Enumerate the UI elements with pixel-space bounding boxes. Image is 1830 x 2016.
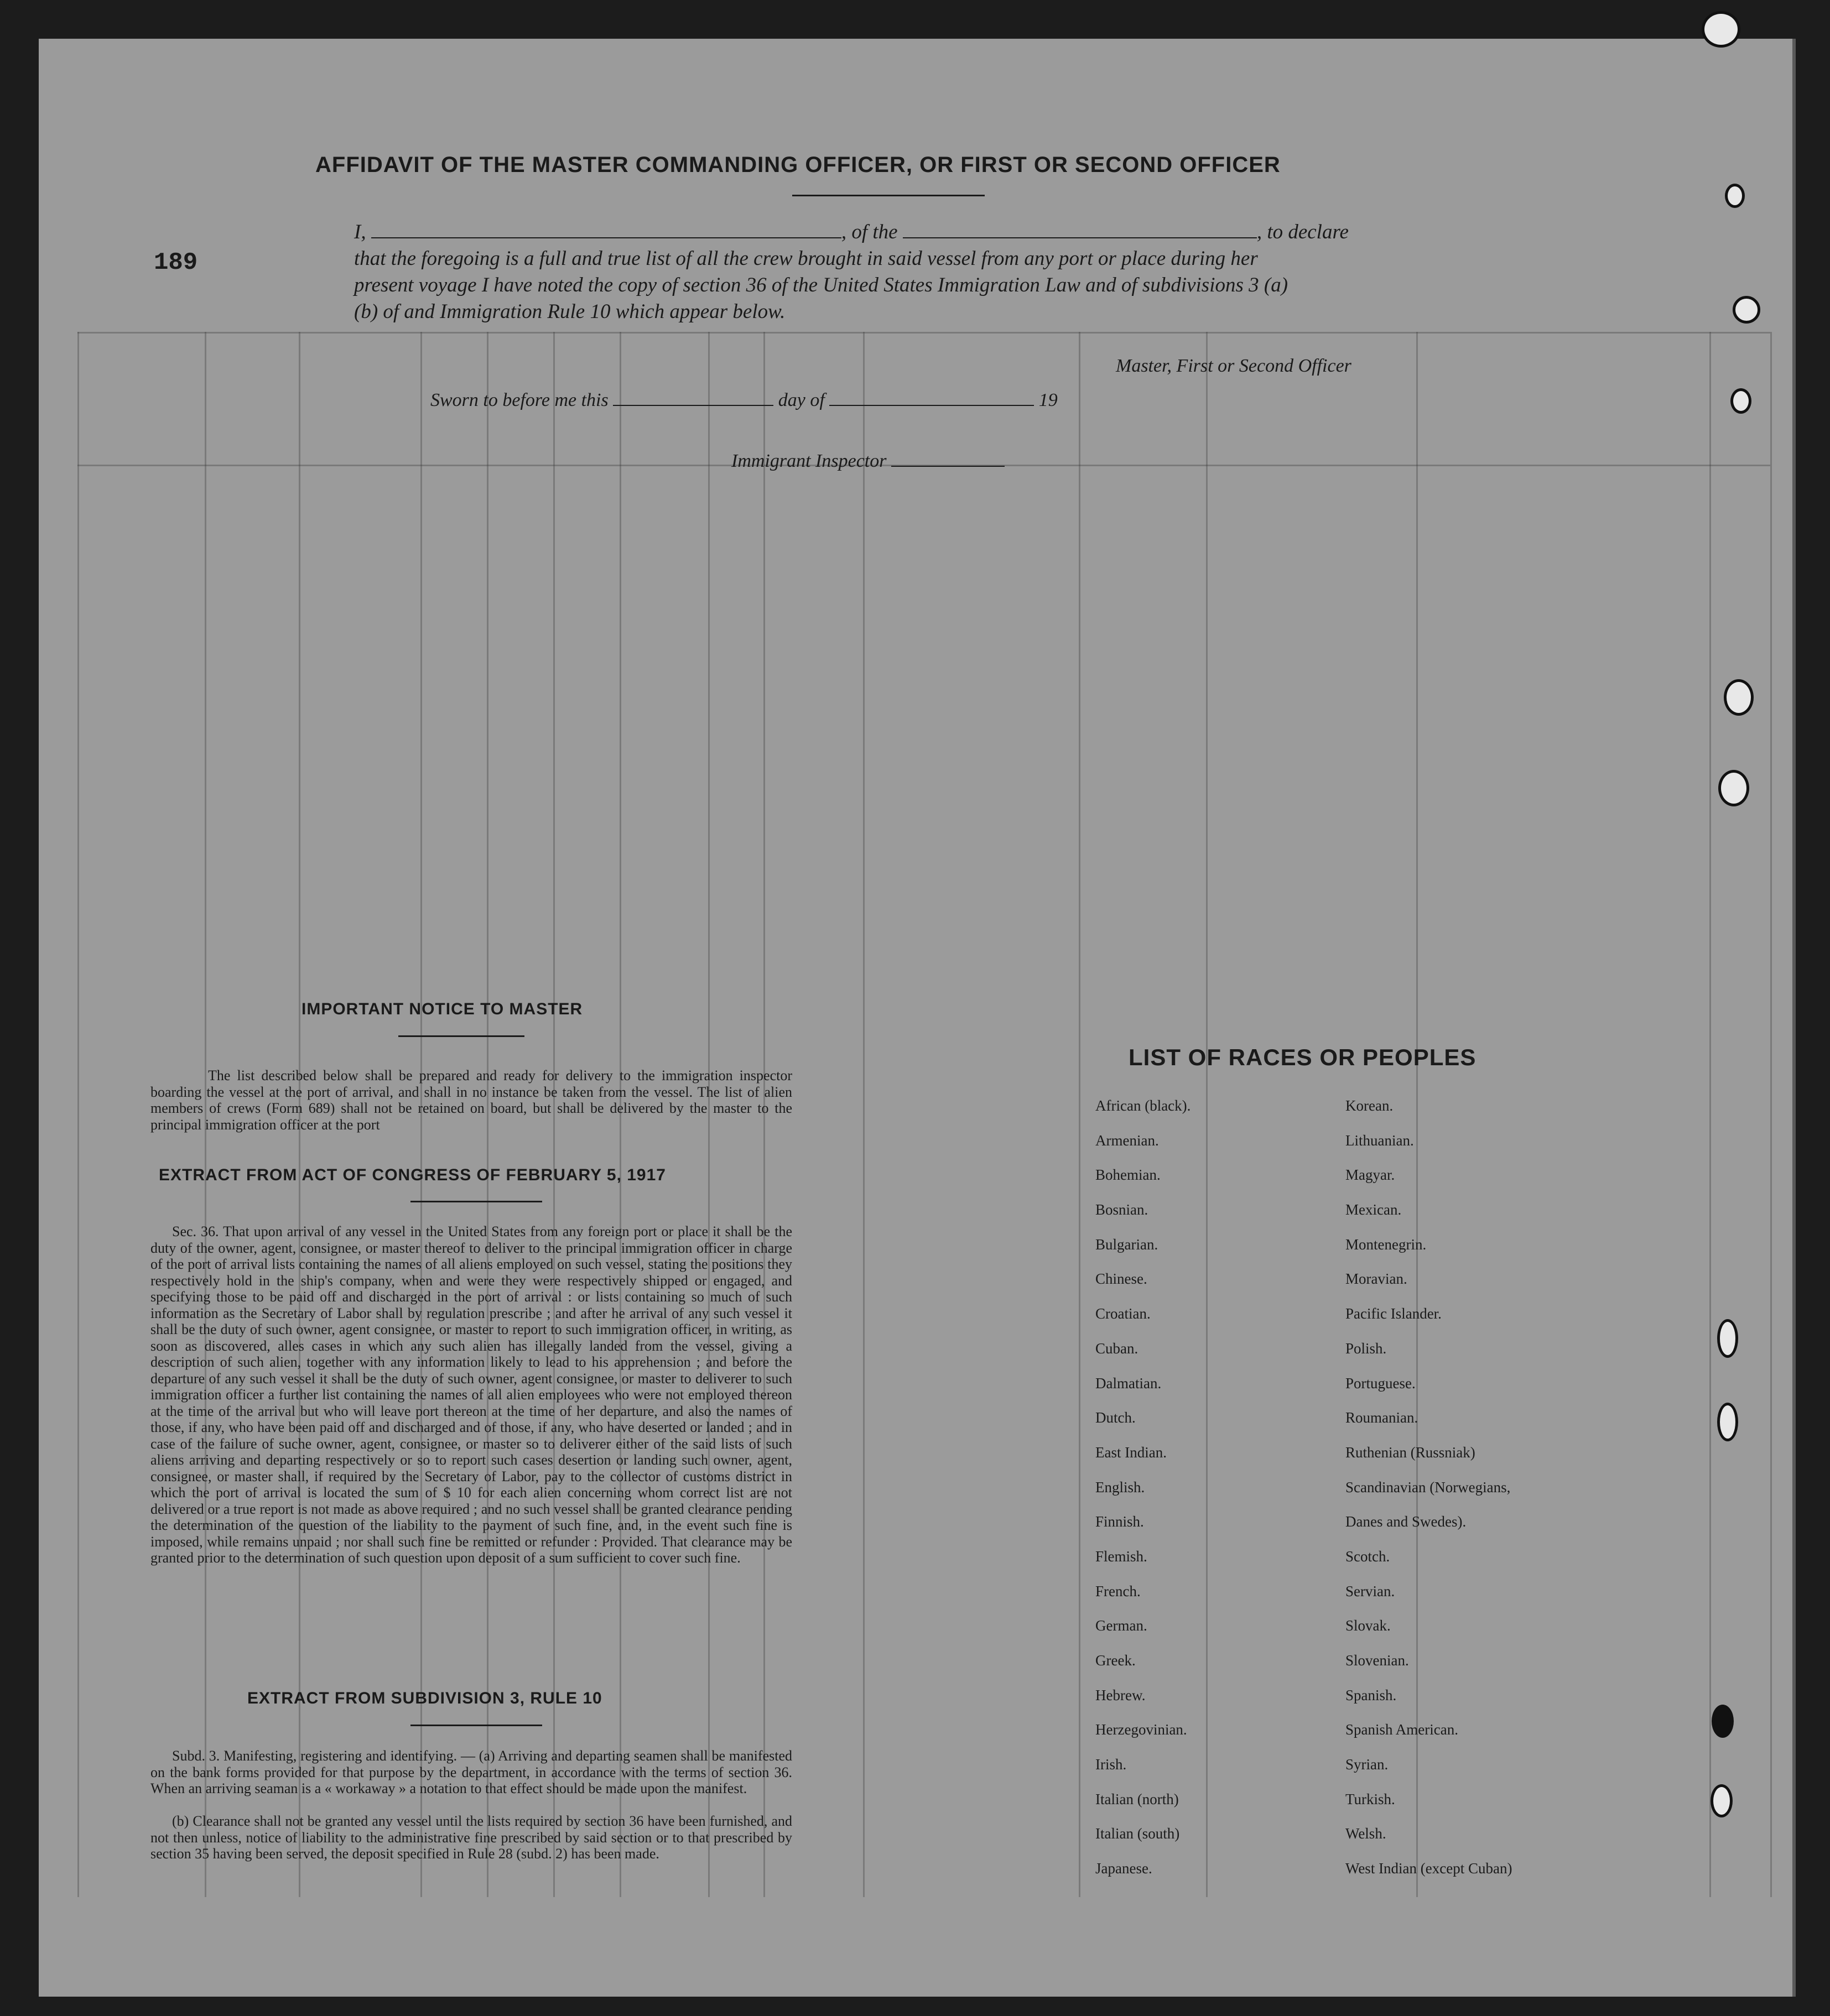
race-item-right-22: West Indian (except Cuban) xyxy=(1345,1860,1512,1877)
race-item-left-11: English. xyxy=(1095,1478,1145,1496)
race-item-right-19: Syrian. xyxy=(1345,1756,1389,1773)
race-item-right-11: Scandinavian (Norwegians, xyxy=(1345,1478,1511,1496)
race-item-left-4: Bulgarian. xyxy=(1095,1236,1158,1253)
affidavit-i: I, xyxy=(354,221,366,243)
affidavit-of-the: , of the xyxy=(841,221,898,243)
affidavit-to-declare: , to declare xyxy=(1256,221,1349,243)
sworn-date-field[interactable] xyxy=(613,388,773,406)
affidavit-title-rule xyxy=(792,195,985,196)
race-item-right-4: Montenegrin. xyxy=(1345,1236,1427,1253)
rule-extract-heading: EXTRACT FROM SUBDIVISION 3, RULE 10 xyxy=(247,1689,602,1707)
race-item-left-19: Irish. xyxy=(1095,1756,1127,1773)
race-item-left-7: Cuban. xyxy=(1095,1340,1138,1357)
race-item-left-5: Chinese. xyxy=(1095,1270,1147,1288)
race-item-left-6: Croatian. xyxy=(1095,1305,1151,1322)
act-extract-heading: EXTRACT FROM ACT OF CONGRESS OF FEBRUARY 5, 1917 xyxy=(159,1166,666,1184)
race-item-right-0: Korean. xyxy=(1345,1097,1394,1114)
race-item-left-0: African (black). xyxy=(1095,1097,1191,1114)
race-item-right-6: Pacific Islander. xyxy=(1345,1305,1442,1322)
race-item-right-13: Scotch. xyxy=(1345,1548,1390,1565)
race-item-right-8: Portuguese. xyxy=(1345,1374,1416,1392)
race-item-left-1: Armenian. xyxy=(1095,1132,1159,1149)
race-item-right-1: Lithuanian. xyxy=(1345,1132,1414,1149)
race-item-left-22: Japanese. xyxy=(1095,1860,1152,1877)
races-heading: LIST OF RACES OR PEOPLES xyxy=(1129,1044,1477,1070)
notice-heading: IMPORTANT NOTICE TO MASTER xyxy=(301,1000,583,1018)
master-name-field[interactable] xyxy=(371,221,841,238)
vessel-name-field[interactable] xyxy=(903,221,1257,238)
sworn-day-of: day of xyxy=(778,390,825,410)
master-signature-label: Master, First or Second Officer xyxy=(1116,356,1351,376)
race-item-left-14: French. xyxy=(1095,1582,1141,1600)
races-right-column xyxy=(1345,1097,1666,1895)
race-item-right-10: Ruthenian (Russniak) xyxy=(1345,1444,1475,1461)
race-item-left-9: Dutch. xyxy=(1095,1409,1136,1426)
rule-extract-text-b: (b) Clearance shall not be granted any vessel until the lists required by section 36 have been furnished, and not then unless, notice of liability to the administrative fine prescribed by said section or to that prescribed by section 35 having been served, the deposit specified in Rule 28 (subd. 2) has been made. xyxy=(150,1813,792,1862)
race-item-right-15: Slovak. xyxy=(1345,1617,1391,1634)
notice-text: The list described below shall be prepared and ready for delivery to the immigration inspector boarding the vessel at the port of arrival, and shall in no instance be taken from the vessel. The list of alien members of crews (Form 689) shall not be retained on board, but shall be delivered by the master to the principal immigration officer at the port xyxy=(150,1067,792,1133)
sworn-line xyxy=(430,388,1058,411)
inspector-label: Immigrant Inspector xyxy=(731,451,887,471)
race-item-left-12: Finnish. xyxy=(1095,1513,1144,1530)
race-item-right-20: Turkish. xyxy=(1345,1790,1395,1807)
affidavit-line-3: present voyage I have noted the copy of section 36 of the United States Immigration Law and of subdivisions 3 (a) xyxy=(354,274,1288,296)
sworn-month-field[interactable] xyxy=(829,388,1034,406)
race-item-left-15: German. xyxy=(1095,1617,1147,1634)
race-item-left-13: Flemish. xyxy=(1095,1548,1147,1565)
race-item-left-20: Italian (north) xyxy=(1095,1790,1179,1807)
race-item-right-3: Mexican. xyxy=(1345,1201,1402,1218)
act-extract-heading-rule xyxy=(410,1201,542,1202)
race-item-left-10: East Indian. xyxy=(1095,1444,1167,1461)
race-item-right-16: Slovenian. xyxy=(1345,1652,1409,1669)
race-item-right-17: Spanish. xyxy=(1345,1686,1397,1704)
notice-heading-rule xyxy=(398,1035,524,1037)
sworn-prefix: Sworn to before me this xyxy=(430,390,609,410)
affidavit-title: AFFIDAVIT OF THE MASTER COMMANDING OFFICER, OR FIRST OR SECOND OFFICER xyxy=(315,153,1281,177)
sworn-year: 19 xyxy=(1038,390,1058,410)
act-extract-text: Sec. 36. That upon arrival of any vessel in the United States from any foreign port or place it shall be the duty of the owner, agent, consignee, or master thereof to deliver to the principal immigration officer in charge of the port of arrival lists containing the names of all aliens employed on such vessel, stating the positions they respectively hold in the ship's company, when and were they were respectively shipped or engaged, and specifying those to be paid off and discharged in the port of arrival : or lists containing so much of such information as the Secretary of Labor shall by regulation prescribe ; and after he arrival of any such vessel it shall be the duty of such owner, agent consignee, or master to report to such immigration officer, in writing, as soon as discovered, alles cases in which any such alien has illegally landed from the vessel, giving a description of such alien, together with any information likely to lead to his apprehension ; and before the departure of any such vessel it shall be the duty of such owner, agent consignee, or master to deliverer to such immigration officer a further list containing the names of all alien employees who were not employed thereon at the time of the arrival but who will leave port thereon at the time of her departure, and also the names of those, if any, who have been paid off and discharged and of those, if any, who have deserted or landed ; and in case of the failure of suche owner, agent, consignee, or master so to deliverer either of the said lists of such aliens arriving and departing respectively or so to report such cases desertion or landing such owner, agent, consignee, or master shall, if required by the Secretary of Labor, pay to the collector of customs district in which the port of arrival is located the sum of $ 10 for each alien concerning whom correct list are not delivered or a true report is not made as above required ; and no such vessel shall be granted clearance pending the determination of the question of the liability to the payment of such fine, and, in the event such fine is imposed, while remains unpaid ; nor shall such fine be remitted or refunder : Provided. That clearance may be granted prior to the determination of such question upon deposit of a sum sufficient to cover such fine. xyxy=(150,1223,792,1566)
race-item-right-7: Polish. xyxy=(1345,1340,1387,1357)
race-item-left-8: Dalmatian. xyxy=(1095,1374,1162,1392)
race-item-left-3: Bosnian. xyxy=(1095,1201,1148,1218)
race-item-right-14: Servian. xyxy=(1345,1582,1395,1600)
race-item-right-5: Moravian. xyxy=(1345,1270,1407,1288)
page-number-stamp: 189 xyxy=(154,249,198,277)
affidavit-line-1 xyxy=(354,220,1349,244)
race-item-left-17: Hebrew. xyxy=(1095,1686,1146,1704)
affidavit-line-4: (b) of and Immigration Rule 10 which appear below. xyxy=(354,300,786,323)
inspector-signature-field[interactable] xyxy=(891,449,1005,467)
affidavit-line-2: that the foregoing is a full and true list of all the crew brought in said vessel from any port or place during her xyxy=(354,247,1258,270)
rule-extract-heading-rule xyxy=(410,1725,542,1726)
race-item-left-16: Greek. xyxy=(1095,1652,1136,1669)
race-item-right-21: Welsh. xyxy=(1345,1825,1386,1842)
race-item-right-2: Magyar. xyxy=(1345,1166,1395,1184)
race-item-left-18: Herzegovinian. xyxy=(1095,1721,1187,1738)
race-item-right-12: Danes and Swedes). xyxy=(1345,1513,1467,1530)
race-item-right-9: Roumanian. xyxy=(1345,1409,1418,1426)
rule-extract-text-a: Subd. 3. Manifesting, registering and identifying. — (a) Arriving and departing seamen shall be manifested on the bank forms provided for that purpose by the department, in accordance with the terms of section 36. When an arriving seaman is a « workaway » a notation to that effect should be made upon the manifest. xyxy=(150,1748,792,1796)
race-item-left-21: Italian (south) xyxy=(1095,1825,1180,1842)
race-item-right-18: Spanish American. xyxy=(1345,1721,1458,1738)
race-item-left-2: Bohemian. xyxy=(1095,1166,1161,1184)
inspector-line xyxy=(731,449,1005,472)
